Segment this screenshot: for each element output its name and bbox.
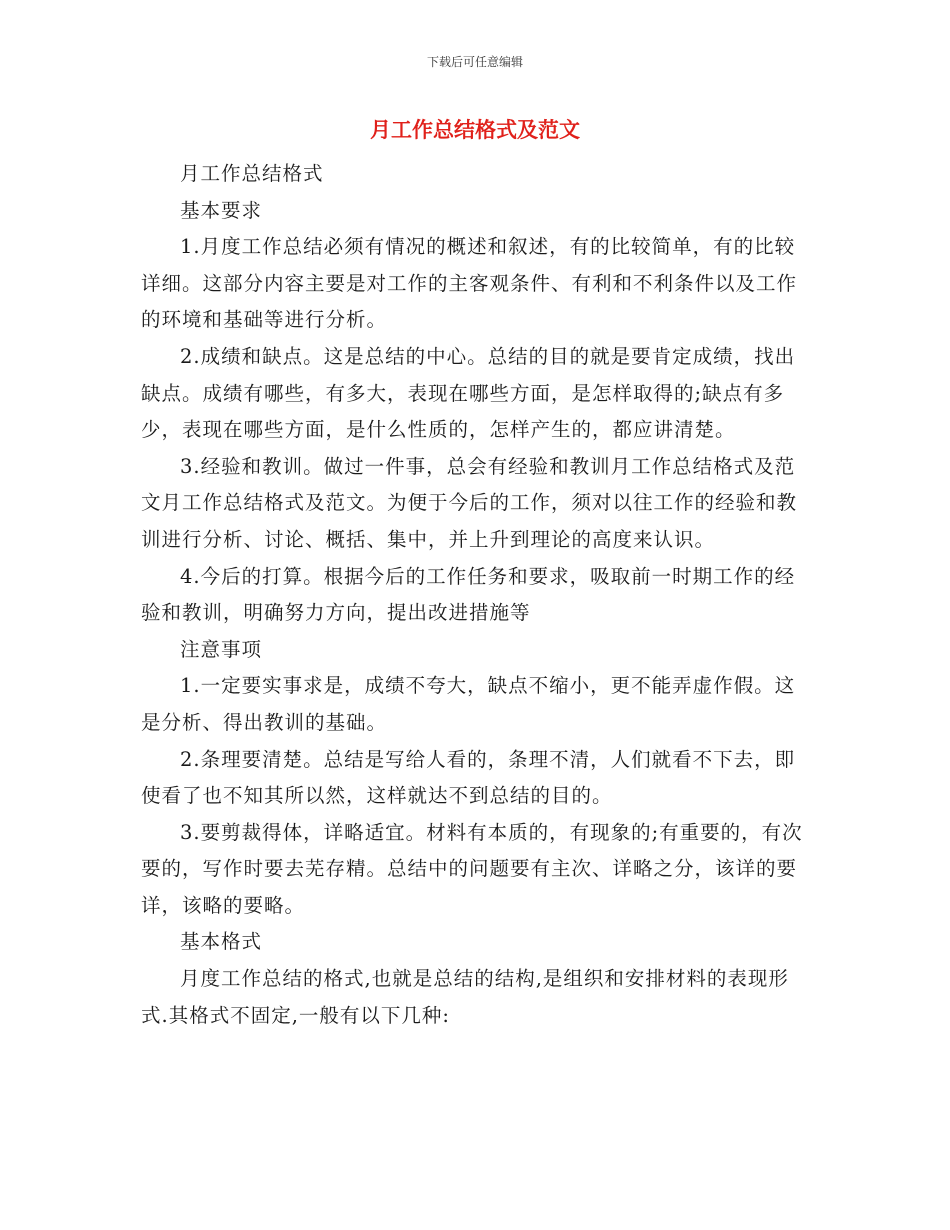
paragraph-note-1: 1.一定要实事求是，成绩不夸大，缺点不缩小，更不能弄虚作假。这是分析、得出教训的基础。 (141, 674, 796, 734)
paragraph-note-3: 3.要剪裁得体，详略适宜。材料有本质的，有现象的;有重要的，有次要的，写作时要去芜存精。总结中的问题要有主次、详略之分，该详的要详，该略的要略。 (141, 820, 803, 917)
paragraph-requirement-2: 2.成绩和缺点。这是总结的中心。总结的目的就是要肯定成绩，找出缺点。成绩有哪些，有多大，表现在哪些方面，是怎样取得的;缺点有多少，表现在哪些方面，是什么性质的，怎样产生的，都应讲清楚。 (141, 344, 796, 442)
page-header-note: 下载后可任意编辑 (426, 55, 523, 69)
paragraph-format-intro: 月度工作总结的格式,也就是总结的结构,是组织和安排材料的表现形式.其格式不固定,一般有以下几种: (141, 967, 789, 1027)
heading-notes: 注意事项 (180, 637, 263, 661)
paragraph-requirement-4: 4.今后的打算。根据今后的工作任务和要求，吸取前一时期工作的经验和教训，明确努力方向，提出改进措施等 (141, 564, 796, 625)
paragraph-note-2: 2.条理要清楚。总结是写给人看的，条理不清，人们就看不下去，即使看了也不知其所以然，这样就达不到总结的目的。 (141, 747, 796, 808)
paragraph-requirement-1: 1.月度工作总结必须有情况的概述和叙述，有的比较简单，有的比较详细。这部分内容主要是对工作的主客观条件、有利和不利条件以及工作的环境和基础等进行分析。 (141, 235, 798, 332)
paragraph-requirement-3: 3.经验和教训。做过一件事，总会有经验和教训月工作总结格式及范文月工作总结格式及范文。为便于今后的工作，须对以往工作的经验和教训进行分析、讨论、概括、集中，并上升到理论的高度来认识。 (141, 454, 798, 551)
heading-format: 月工作总结格式 (180, 162, 324, 185)
document-body (141, 156, 807, 1034)
heading-basic-format: 基本格式 (180, 930, 263, 954)
document-title: 月工作总结格式及范文 (370, 118, 580, 142)
heading-basic-requirements: 基本要求 (180, 198, 263, 222)
